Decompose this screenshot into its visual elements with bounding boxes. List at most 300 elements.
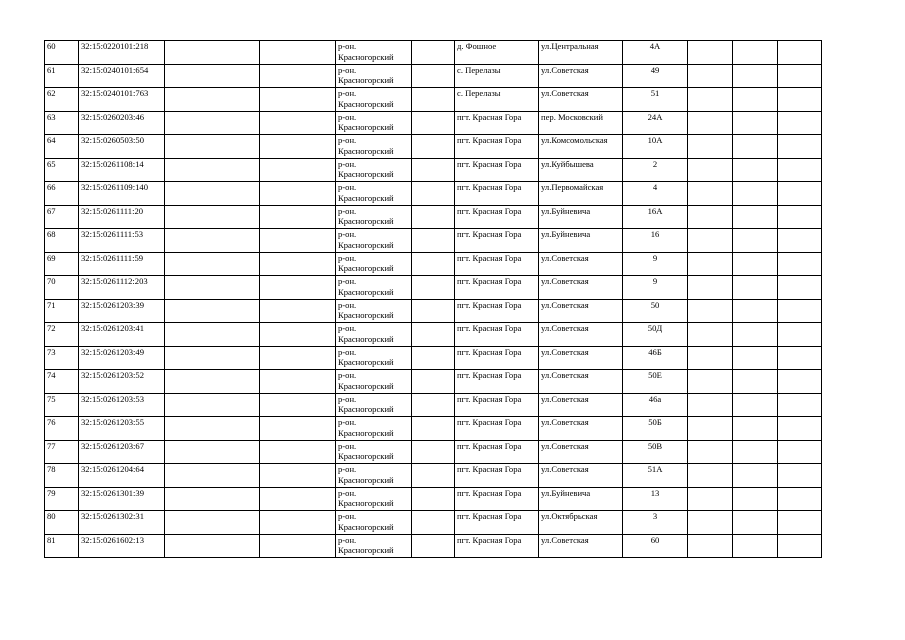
empty-cell bbox=[260, 440, 336, 464]
house-number-cell: 50Б bbox=[623, 417, 688, 441]
district-line-1: р-он. bbox=[338, 229, 357, 239]
house-number-cell: 24А bbox=[623, 111, 688, 135]
empty-cell bbox=[412, 370, 455, 394]
house-number-cell: 60 bbox=[623, 534, 688, 558]
cadastral-number-cell: 32:15:0261602:13 bbox=[79, 534, 165, 558]
district-line-2: Красногорский bbox=[338, 380, 394, 391]
empty-cell bbox=[165, 370, 260, 394]
empty-cell bbox=[412, 41, 455, 65]
empty-cell bbox=[165, 64, 260, 88]
settlement-cell: пгт. Красная Гора bbox=[455, 111, 539, 135]
empty-cell bbox=[733, 417, 778, 441]
street-cell: ул.Советская bbox=[539, 299, 623, 323]
empty-cell bbox=[733, 41, 778, 65]
settlement-cell: с. Перелазы bbox=[455, 64, 539, 88]
district-cell bbox=[336, 440, 412, 464]
district-cell bbox=[336, 487, 412, 511]
empty-cell bbox=[688, 41, 733, 65]
empty-cell bbox=[688, 252, 733, 276]
district-line-1: р-он. bbox=[338, 135, 357, 145]
cadastral-number-cell: 32:15:0261203:67 bbox=[79, 440, 165, 464]
empty-cell bbox=[733, 299, 778, 323]
empty-cell bbox=[733, 346, 778, 370]
row-number-cell: 80 bbox=[45, 511, 79, 535]
district-line-2: Красногорский bbox=[338, 263, 394, 273]
empty-cell bbox=[165, 487, 260, 511]
row-number-cell: 65 bbox=[45, 158, 79, 182]
row-number-cell: 60 bbox=[45, 41, 79, 65]
house-number-cell: 50В bbox=[623, 440, 688, 464]
empty-cell bbox=[778, 487, 822, 511]
district-line-2: Красногорский bbox=[338, 474, 394, 485]
house-number-cell: 51А bbox=[623, 464, 688, 488]
empty-cell bbox=[688, 276, 733, 300]
house-number-cell: 46Б bbox=[623, 346, 688, 370]
empty-cell bbox=[733, 182, 778, 206]
table-row bbox=[45, 487, 822, 511]
house-number-cell: 16 bbox=[623, 229, 688, 253]
empty-cell bbox=[260, 41, 336, 65]
empty-cell bbox=[778, 182, 822, 206]
district-line-2: Красногорский bbox=[338, 192, 394, 203]
empty-cell bbox=[778, 417, 822, 441]
row-number-cell: 72 bbox=[45, 323, 79, 347]
table-row bbox=[45, 534, 822, 558]
table-row bbox=[45, 135, 822, 159]
empty-cell bbox=[733, 487, 778, 511]
house-number-cell: 46а bbox=[623, 393, 688, 417]
table-row bbox=[45, 229, 822, 253]
empty-cell bbox=[412, 111, 455, 135]
row-number-cell: 79 bbox=[45, 487, 79, 511]
empty-cell bbox=[688, 135, 733, 159]
empty-cell bbox=[412, 182, 455, 206]
house-number-cell: 49 bbox=[623, 64, 688, 88]
cadastral-number-cell: 32:15:0220101:218 bbox=[79, 41, 165, 65]
empty-cell bbox=[733, 158, 778, 182]
row-number-cell: 64 bbox=[45, 135, 79, 159]
district-line-1: р-он. bbox=[338, 464, 357, 474]
settlement-cell: с. Перелазы bbox=[455, 88, 539, 112]
empty-cell bbox=[260, 229, 336, 253]
settlement-cell: пгт. Красная Гора bbox=[455, 323, 539, 347]
house-number-cell: 2 bbox=[623, 158, 688, 182]
empty-cell bbox=[778, 88, 822, 112]
settlement-cell: д. Фошное bbox=[455, 41, 539, 65]
empty-cell bbox=[733, 440, 778, 464]
district-line-1: р-он. bbox=[338, 88, 357, 98]
table-row bbox=[45, 370, 822, 394]
street-cell: ул.Советская bbox=[539, 440, 623, 464]
cadastral-number-cell: 32:15:0261302:31 bbox=[79, 511, 165, 535]
street-cell: пер. Московский bbox=[539, 111, 623, 135]
empty-cell bbox=[412, 135, 455, 159]
empty-cell bbox=[412, 534, 455, 558]
empty-cell bbox=[260, 64, 336, 88]
district-line-2: Красногорский bbox=[338, 98, 394, 109]
district-line-2: Красногорский bbox=[338, 333, 394, 344]
district-line-1: р-он. bbox=[338, 511, 357, 521]
empty-cell bbox=[412, 393, 455, 417]
empty-cell bbox=[778, 41, 822, 65]
district-cell bbox=[336, 64, 412, 88]
row-number-cell: 61 bbox=[45, 64, 79, 88]
table-row bbox=[45, 464, 822, 488]
empty-cell bbox=[688, 534, 733, 558]
empty-cell bbox=[733, 393, 778, 417]
settlement-cell: пгт. Красная Гора bbox=[455, 464, 539, 488]
street-cell: ул.Советская bbox=[539, 393, 623, 417]
empty-cell bbox=[412, 440, 455, 464]
empty-cell bbox=[688, 229, 733, 253]
district-cell bbox=[336, 464, 412, 488]
empty-cell bbox=[778, 64, 822, 88]
house-number-cell: 13 bbox=[623, 487, 688, 511]
street-cell: ул.Советская bbox=[539, 323, 623, 347]
table-row bbox=[45, 346, 822, 370]
empty-cell bbox=[260, 464, 336, 488]
empty-cell bbox=[733, 229, 778, 253]
district-line-1: р-он. bbox=[338, 323, 357, 333]
table-row bbox=[45, 511, 822, 535]
street-cell: ул.Советская bbox=[539, 534, 623, 558]
row-number-cell: 81 bbox=[45, 534, 79, 558]
settlement-cell: пгт. Красная Гора bbox=[455, 182, 539, 206]
empty-cell bbox=[412, 252, 455, 276]
empty-cell bbox=[260, 346, 336, 370]
empty-cell bbox=[688, 205, 733, 229]
district-line-1: р-он. bbox=[338, 276, 357, 286]
empty-cell bbox=[688, 393, 733, 417]
empty-cell bbox=[165, 252, 260, 276]
street-cell: ул.Буйневича bbox=[539, 205, 623, 229]
cadastral-number-cell: 32:15:0261203:41 bbox=[79, 323, 165, 347]
house-number-cell: 50 bbox=[623, 299, 688, 323]
row-number-cell: 69 bbox=[45, 252, 79, 276]
empty-cell bbox=[260, 182, 336, 206]
empty-cell bbox=[778, 464, 822, 488]
district-cell bbox=[336, 205, 412, 229]
table-row bbox=[45, 252, 822, 276]
district-cell bbox=[336, 346, 412, 370]
empty-cell bbox=[165, 299, 260, 323]
empty-cell bbox=[688, 370, 733, 394]
row-number-cell: 73 bbox=[45, 346, 79, 370]
settlement-cell: пгт. Красная Гора bbox=[455, 370, 539, 394]
empty-cell bbox=[412, 487, 455, 511]
settlement-cell: пгт. Красная Гора bbox=[455, 276, 539, 300]
empty-cell bbox=[778, 393, 822, 417]
empty-cell bbox=[165, 88, 260, 112]
house-number-cell: 51 bbox=[623, 88, 688, 112]
settlement-cell: пгт. Красная Гора bbox=[455, 299, 539, 323]
table-row bbox=[45, 276, 822, 300]
table-row bbox=[45, 158, 822, 182]
empty-cell bbox=[688, 417, 733, 441]
empty-cell bbox=[733, 276, 778, 300]
district-line-1: р-он. bbox=[338, 417, 357, 427]
street-cell: ул.Советская bbox=[539, 64, 623, 88]
empty-cell bbox=[733, 252, 778, 276]
district-line-1: р-он. bbox=[338, 440, 357, 451]
empty-cell bbox=[733, 370, 778, 394]
street-cell: ул.Советская bbox=[539, 464, 623, 488]
empty-cell bbox=[688, 511, 733, 535]
empty-cell bbox=[688, 464, 733, 488]
row-number-cell: 76 bbox=[45, 417, 79, 441]
settlement-cell: пгт. Красная Гора bbox=[455, 511, 539, 535]
empty-cell bbox=[260, 158, 336, 182]
district-line-2: Красногорский bbox=[338, 310, 394, 320]
district-cell bbox=[336, 393, 412, 417]
table-row bbox=[45, 64, 822, 88]
house-number-cell: 3 bbox=[623, 511, 688, 535]
empty-cell bbox=[733, 88, 778, 112]
table-row bbox=[45, 41, 822, 65]
empty-cell bbox=[412, 276, 455, 300]
row-number-cell: 63 bbox=[45, 111, 79, 135]
empty-cell bbox=[688, 88, 733, 112]
settlement-cell: пгт. Красная Гора bbox=[455, 158, 539, 182]
empty-cell bbox=[412, 205, 455, 229]
district-line-2: Красногорский bbox=[338, 75, 394, 85]
table-row bbox=[45, 88, 822, 112]
empty-cell bbox=[165, 158, 260, 182]
district-cell bbox=[336, 229, 412, 253]
street-cell: ул.Центральная bbox=[539, 41, 623, 65]
table-row bbox=[45, 205, 822, 229]
row-number-cell: 75 bbox=[45, 393, 79, 417]
empty-cell bbox=[778, 276, 822, 300]
empty-cell bbox=[688, 111, 733, 135]
row-number-cell: 68 bbox=[45, 229, 79, 253]
district-line-2: Красногорский bbox=[338, 122, 394, 132]
empty-cell bbox=[412, 323, 455, 347]
empty-cell bbox=[165, 511, 260, 535]
empty-cell bbox=[260, 417, 336, 441]
district-line-1: р-он. bbox=[338, 158, 357, 169]
district-line-2: Красногорский bbox=[338, 145, 394, 156]
empty-cell bbox=[778, 440, 822, 464]
table-row bbox=[45, 417, 822, 441]
row-number-cell: 71 bbox=[45, 299, 79, 323]
street-cell: ул.Советская bbox=[539, 88, 623, 112]
street-cell: ул.Комсомольская bbox=[539, 135, 623, 159]
cadastral-number-cell: 32:15:0261204:64 bbox=[79, 464, 165, 488]
row-number-cell: 70 bbox=[45, 276, 79, 300]
cadastral-number-cell: 32:15:0261203:55 bbox=[79, 417, 165, 441]
street-cell: ул.Первомайская bbox=[539, 182, 623, 206]
empty-cell bbox=[260, 393, 336, 417]
empty-cell bbox=[778, 111, 822, 135]
district-cell bbox=[336, 299, 412, 323]
street-cell: ул.Октябрьская bbox=[539, 511, 623, 535]
empty-cell bbox=[165, 229, 260, 253]
cadastral-number-cell: 32:15:0261301:39 bbox=[79, 487, 165, 511]
empty-cell bbox=[778, 229, 822, 253]
empty-cell bbox=[165, 464, 260, 488]
empty-cell bbox=[778, 511, 822, 535]
empty-cell bbox=[165, 346, 260, 370]
empty-cell bbox=[733, 64, 778, 88]
settlement-cell: пгт. Красная Гора bbox=[455, 346, 539, 370]
empty-cell bbox=[688, 158, 733, 182]
empty-cell bbox=[260, 299, 336, 323]
district-line-1: р-он. bbox=[338, 64, 357, 75]
cadastral-number-cell: 32:15:0261203:53 bbox=[79, 393, 165, 417]
row-number-cell: 66 bbox=[45, 182, 79, 206]
district-cell bbox=[336, 370, 412, 394]
empty-cell bbox=[733, 111, 778, 135]
district-cell bbox=[336, 511, 412, 535]
empty-cell bbox=[260, 276, 336, 300]
row-number-cell: 74 bbox=[45, 370, 79, 394]
cadastral-number-cell: 32:15:0261108:14 bbox=[79, 158, 165, 182]
empty-cell bbox=[260, 487, 336, 511]
registry-table bbox=[44, 40, 822, 558]
empty-cell bbox=[260, 252, 336, 276]
registry-body bbox=[45, 41, 822, 558]
district-cell bbox=[336, 182, 412, 206]
street-cell: ул.Советская bbox=[539, 252, 623, 276]
cadastral-number-cell: 32:15:0261203:49 bbox=[79, 346, 165, 370]
empty-cell bbox=[778, 370, 822, 394]
district-line-2: Красногорский bbox=[338, 498, 394, 508]
empty-cell bbox=[412, 88, 455, 112]
cadastral-number-cell: 32:15:0261111:20 bbox=[79, 205, 165, 229]
empty-cell bbox=[165, 534, 260, 558]
house-number-cell: 10А bbox=[623, 135, 688, 159]
settlement-cell: пгт. Красная Гора bbox=[455, 440, 539, 464]
empty-cell bbox=[165, 135, 260, 159]
empty-cell bbox=[165, 205, 260, 229]
empty-cell bbox=[165, 417, 260, 441]
street-cell: ул.Куйбышева bbox=[539, 158, 623, 182]
empty-cell bbox=[778, 158, 822, 182]
district-line-1: р-он. bbox=[338, 252, 357, 263]
district-line-1: р-он. bbox=[338, 299, 357, 310]
district-cell bbox=[336, 276, 412, 300]
empty-cell bbox=[260, 88, 336, 112]
district-cell bbox=[336, 534, 412, 558]
cadastral-number-cell: 32:15:0240101:654 bbox=[79, 64, 165, 88]
empty-cell bbox=[260, 111, 336, 135]
district-line-2: Красногорский bbox=[338, 427, 394, 438]
empty-cell bbox=[778, 299, 822, 323]
settlement-cell: пгт. Красная Гора bbox=[455, 487, 539, 511]
district-line-1: р-он. bbox=[338, 111, 357, 122]
empty-cell bbox=[778, 534, 822, 558]
street-cell: ул.Советская bbox=[539, 370, 623, 394]
house-number-cell: 4 bbox=[623, 182, 688, 206]
district-line-2: Красногорский bbox=[338, 404, 394, 414]
empty-cell bbox=[165, 440, 260, 464]
empty-cell bbox=[260, 511, 336, 535]
street-cell: ул.Советская bbox=[539, 346, 623, 370]
settlement-cell: пгт. Красная Гора bbox=[455, 229, 539, 253]
district-line-1: р-он. bbox=[338, 205, 357, 216]
district-line-2: Красногорский bbox=[338, 521, 394, 532]
settlement-cell: пгт. Красная Гора bbox=[455, 417, 539, 441]
empty-cell bbox=[412, 64, 455, 88]
cadastral-number-cell: 32:15:0260503:50 bbox=[79, 135, 165, 159]
row-number-cell: 62 bbox=[45, 88, 79, 112]
district-cell bbox=[336, 158, 412, 182]
empty-cell bbox=[165, 182, 260, 206]
district-line-2: Красногорский bbox=[338, 545, 394, 555]
house-number-cell: 9 bbox=[623, 276, 688, 300]
cadastral-number-cell: 32:15:0261112:203 bbox=[79, 276, 165, 300]
empty-cell bbox=[688, 299, 733, 323]
district-cell bbox=[336, 111, 412, 135]
empty-cell bbox=[165, 276, 260, 300]
street-cell: ул.Советская bbox=[539, 276, 623, 300]
table-row bbox=[45, 111, 822, 135]
empty-cell bbox=[165, 41, 260, 65]
cadastral-number-cell: 32:15:0260203:46 bbox=[79, 111, 165, 135]
district-line-1: р-он. bbox=[338, 534, 357, 545]
district-cell bbox=[336, 323, 412, 347]
empty-cell bbox=[778, 205, 822, 229]
empty-cell bbox=[778, 323, 822, 347]
district-cell bbox=[336, 417, 412, 441]
table-row bbox=[45, 323, 822, 347]
district-line-2: Красногорский bbox=[338, 169, 394, 179]
district-cell bbox=[336, 135, 412, 159]
empty-cell bbox=[165, 393, 260, 417]
empty-cell bbox=[733, 464, 778, 488]
cadastral-number-cell: 32:15:0261109:140 bbox=[79, 182, 165, 206]
cadastral-number-cell: 32:15:0240101:763 bbox=[79, 88, 165, 112]
row-number-cell: 67 bbox=[45, 205, 79, 229]
house-number-cell: 16А bbox=[623, 205, 688, 229]
empty-cell bbox=[260, 323, 336, 347]
settlement-cell: пгт. Красная Гора bbox=[455, 534, 539, 558]
empty-cell bbox=[260, 205, 336, 229]
empty-cell bbox=[688, 346, 733, 370]
district-line-2: Красногорский bbox=[338, 286, 394, 297]
empty-cell bbox=[778, 252, 822, 276]
street-cell: ул.Буйневича bbox=[539, 229, 623, 253]
empty-cell bbox=[688, 323, 733, 347]
settlement-cell: пгт. Красная Гора bbox=[455, 252, 539, 276]
district-line-1: р-он. bbox=[338, 182, 357, 192]
district-line-1: р-он. bbox=[338, 346, 357, 357]
table-row bbox=[45, 182, 822, 206]
settlement-cell: пгт. Красная Гора bbox=[455, 205, 539, 229]
district-line-2: Красногорский bbox=[338, 451, 394, 461]
cadastral-number-cell: 32:15:0261203:52 bbox=[79, 370, 165, 394]
empty-cell bbox=[733, 511, 778, 535]
house-number-cell: 50Е bbox=[623, 370, 688, 394]
district-line-1: р-он. bbox=[338, 487, 357, 498]
table-row bbox=[45, 393, 822, 417]
empty-cell bbox=[412, 158, 455, 182]
empty-cell bbox=[260, 135, 336, 159]
empty-cell bbox=[412, 464, 455, 488]
district-cell bbox=[336, 252, 412, 276]
settlement-cell: пгт. Красная Гора bbox=[455, 135, 539, 159]
cadastral-number-cell: 32:15:0261111:53 bbox=[79, 229, 165, 253]
empty-cell bbox=[260, 370, 336, 394]
empty-cell bbox=[733, 534, 778, 558]
empty-cell bbox=[412, 299, 455, 323]
empty-cell bbox=[733, 323, 778, 347]
empty-cell bbox=[412, 229, 455, 253]
district-line-2: Красногорский bbox=[338, 357, 394, 367]
district-line-1: р-он. bbox=[338, 370, 357, 380]
table-row bbox=[45, 440, 822, 464]
